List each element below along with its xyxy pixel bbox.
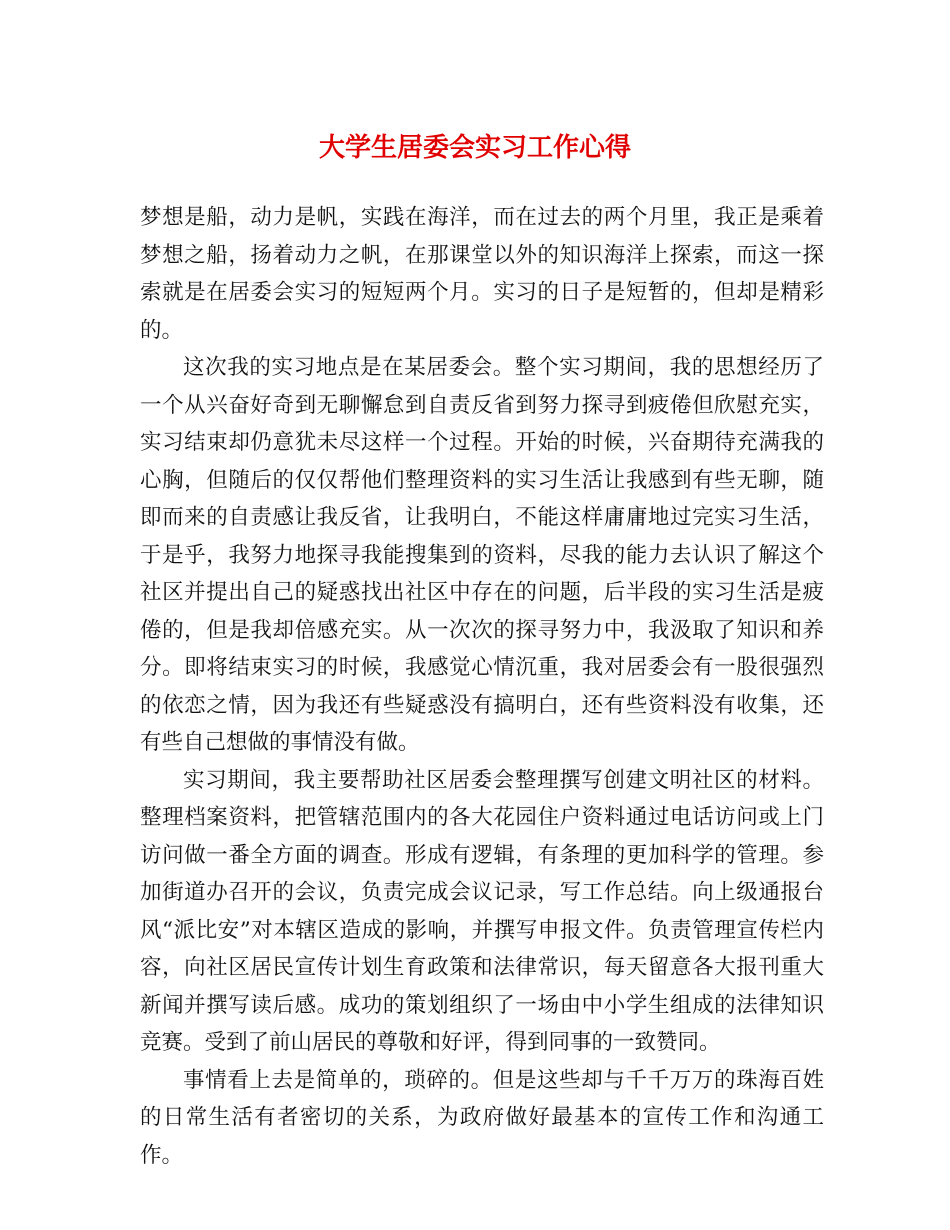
paragraph-2: 这次我的实习地点是在某居委会。整个实习期间，我的思想经历了一个从兴奋好奇到无聊懈怠到自责反省到努力探寻到疲倦但欣慰充实，实习结束却仍意犹未尽这样一个过程。开始的时候，兴奋期待充满我的心胸，但随后的仅仅帮他们整理资料的实习生活让我感到有些无聊，随即而来的自责感让我反省，让我明白，不能这样庸庸地过完实习生活，于是乎，我努力地探寻我能搜集到的资料，尽我的能力去认识了解这个社区并提出自己的疑惑找出社区中存在的问题，后半段的实习生活是疲倦的，但是我却倍感充实。从一次次的探寻努力中，我汲取了知识和养分。即将结束实习的时候，我感觉心情沉重，我对居委会有一股很强烈的依恋之情，因为我还有些疑惑没有搞明白，还有些资料没有收集，还有些自己想做的事情没有做。 bbox=[140, 355, 824, 755]
paragraph-1: 梦想是船，动力是帆，实践在海洋，而在过去的两个月里，我正是乘着梦想之船，扬着动力之帆，在那课堂以外的知识海洋上探索，而这一探索就是在居委会实习的短短两个月。实习的日子是短暂的，但却是精彩的。 bbox=[140, 205, 824, 343]
paragraph-4: 事情看上去是简单的，琐碎的。但是这些却与千千万万的珠海百姓的日常生活有者密切的关系，为政府做好最基本的宣传工作和沟通工作。 bbox=[140, 1067, 824, 1168]
paragraph-3: 实习期间，我主要帮助社区居委会整理撰写创建文明社区的材料。整理档案资料，把管辖范围内的各大花园住户资料通过电话访问或上门访问做一番全方面的调查。形成有逻辑，有条理的更加科学的管理。参加街道办召开的会议，负责完成会议记录，写工作总结。向上级通报台风“派比安”对本辖区造成的影响，并撰写申报文件。负责管理宣传栏内容，向社区居民宣传计划生育政策和法律常识，每天留意各大报刊重大新闻并撰写读后感。成功的策划组织了一场由中小学生组成的法律知识竞赛。受到了前山居民的尊敬和好评，得到同事的一致赞同。 bbox=[140, 767, 824, 1055]
document-body bbox=[140, 199, 824, 1174]
document-title: 大学生居委会实习工作心得 bbox=[318, 133, 631, 163]
